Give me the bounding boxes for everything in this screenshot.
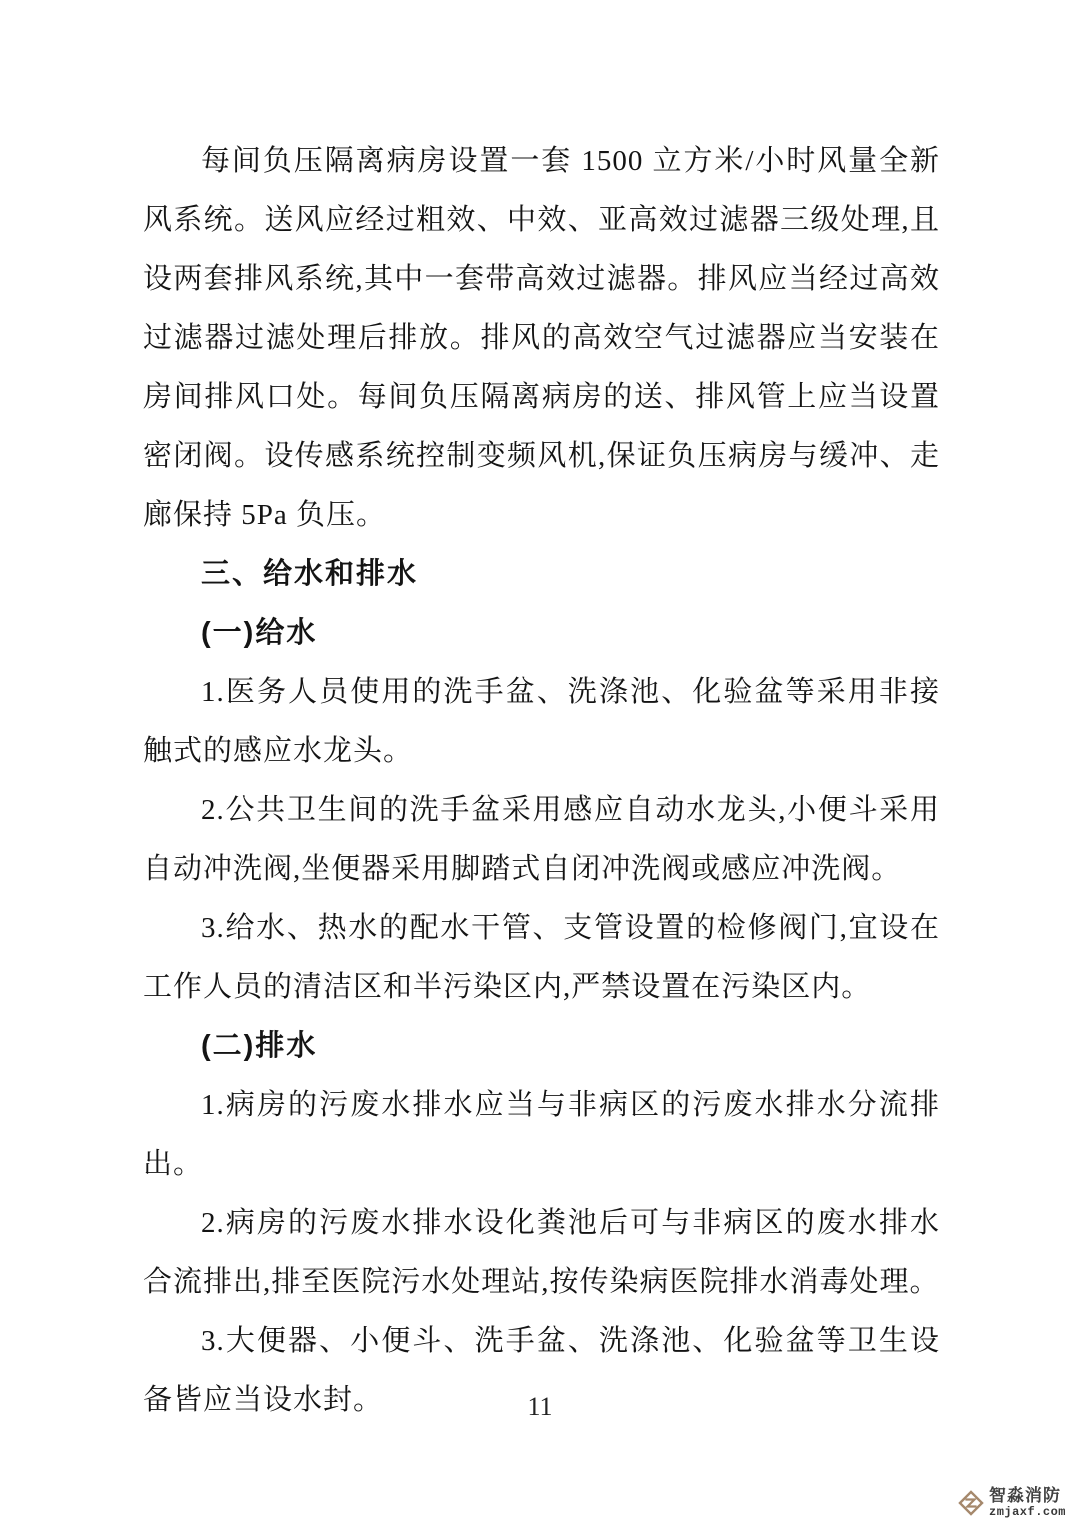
paragraph-water-supply-item-1: 1.医务人员使用的洗手盆、洗涤池、化验盆等采用非接触式的感应水龙头。 bbox=[143, 676, 940, 767]
document-body bbox=[143, 132, 940, 1430]
paragraph-drainage-item-3: 3.大便器、小便斗、洗手盆、洗涤池、化验盆等卫生设备皆应当设水封。 bbox=[143, 1325, 940, 1416]
brand-name: 智淼消防 bbox=[989, 1486, 1061, 1505]
section-heading-water-supply-drainage: 三、给水和排水 bbox=[201, 558, 419, 590]
watermark-brand bbox=[957, 1487, 1066, 1518]
paragraph-water-supply-item-2: 2.公共卫生间的洗手盆采用感应自动水龙头,小便斗采用自动冲洗阀,坐便器采用脚踏式自闭冲洗阀或感应冲洗阀。 bbox=[143, 794, 940, 885]
page-number: 11 bbox=[527, 1392, 553, 1421]
zhimiao-diamond-logo-icon bbox=[957, 1489, 985, 1517]
subsection-heading-drainage: (二)排水 bbox=[201, 1030, 318, 1062]
paragraph-drainage-item-1: 1.病房的污废水排水应当与非病区的污废水排水分流排出。 bbox=[143, 1089, 940, 1180]
subsection-heading-water-supply: (一)给水 bbox=[201, 617, 318, 649]
paragraph-ventilation: 每间负压隔离病房设置一套 1500 立方米/小时风量全新风系统。送风应经过粗效、中效、亚高效过滤器三级处理,且设两套排风系统,其中一套带高效过滤器。排风应当经过高效过滤器过滤处理后排放。排风的高效空气过滤器应当安装在房间排风口处。每间负压隔离病房的送、排风管上应当设置密闭阀。设传感系统控制变频风机,保证负压病房与缓冲、走廊保持 5Pa 负压。 bbox=[143, 145, 940, 531]
brand-domain: zmjaxf.com bbox=[989, 1505, 1067, 1519]
paragraph-water-supply-item-3: 3.给水、热水的配水干管、支管设置的检修阀门,宜设在工作人员的清洁区和半污染区内,严禁设置在污染区内。 bbox=[143, 912, 940, 1003]
paragraph-drainage-item-2: 2.病房的污废水排水设化粪池后可与非病区的废水排水合流排出,排至医院污水处理站,按传染病医院排水消毒处理。 bbox=[143, 1207, 940, 1298]
watermark-text-block bbox=[989, 1487, 1066, 1518]
